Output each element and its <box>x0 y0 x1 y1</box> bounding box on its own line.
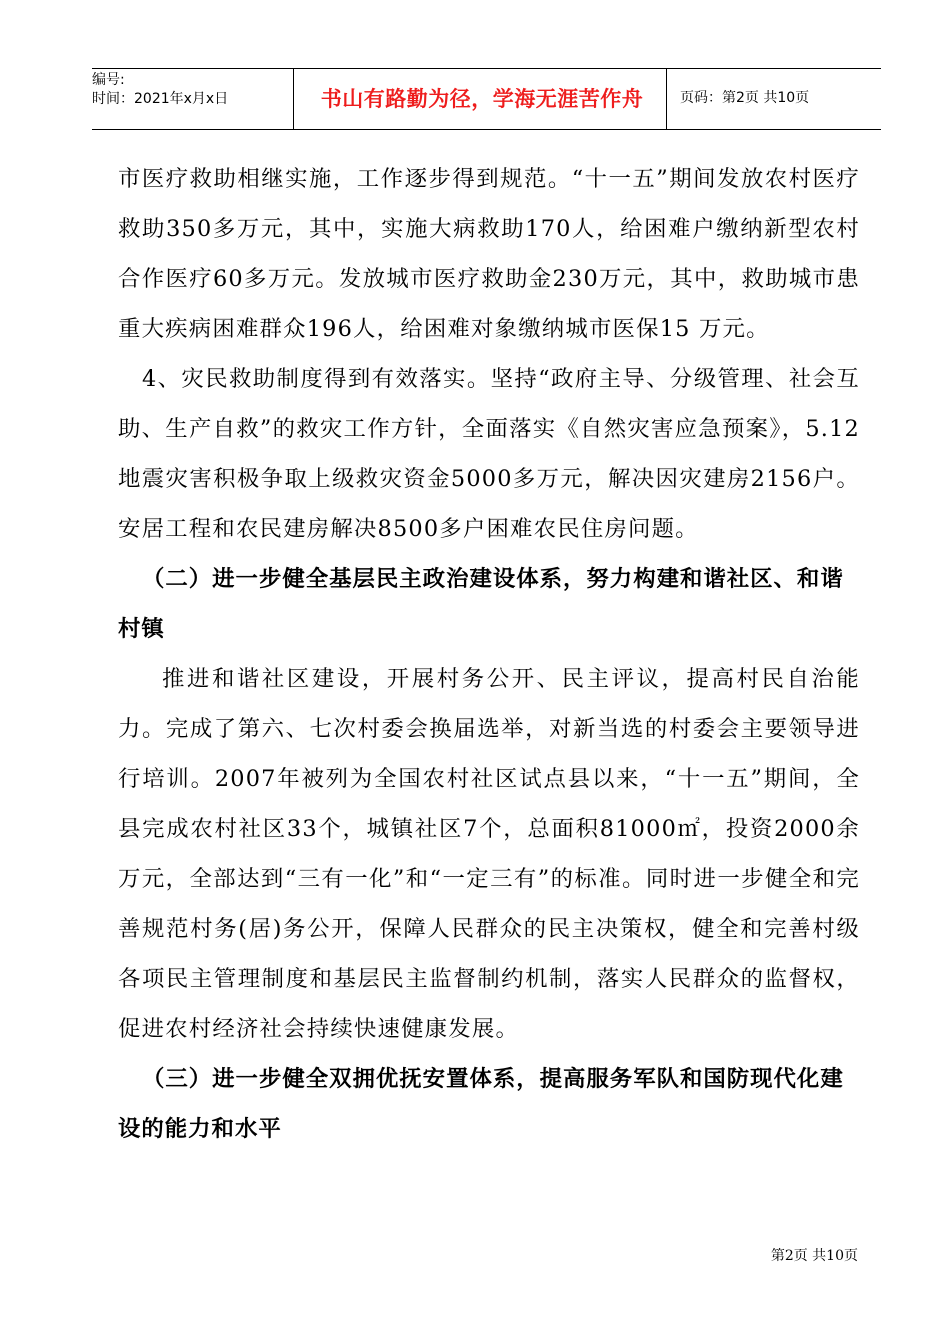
body-paragraph: 推进和谐社区建设，开展村务公开、民主评议，提高村民自治能力。完成了第六、七次村委会换届选举，对新当选的村委会主要领导进行培训。2007年被列为全国农村社区试点县以来，“十一五”期间，全县完成农村社区33个，城镇社区7个，总面积81000㎡，投资2000余万元，全部达到“三有一化”和“一定三有”的标准。同时进一步健全和完善规范村务(居)务公开，保障人民群众的民主决策权，健全和完善村级各项民主管理制度和基层民主监督制约机制，落实人民群众的监督权，促进农村经济社会持续快速健康发展。 <box>118 666 860 1042</box>
header-divider <box>666 69 667 129</box>
section-heading: （二）进一步健全基层民主政治建设体系，努力构建和谐社区、和谐村镇 <box>118 566 844 642</box>
page-footer: 第2页 共10页 <box>770 1248 858 1264</box>
document-body <box>118 154 860 1154</box>
body-paragraph: 4、灾民救助制度得到有效落实。坚持“政府主导、分级管理、社会互助、生产自救”的救灾工作方针，全面落实《自然灾害应急预案》，5.12地震灾害积极争取上级救灾资金5000多万元，解决因灾建房2156户。安居工程和农民建房解决8500多户困难农民住房问题。 <box>118 366 860 542</box>
header-motto: 书山有路勤为径，学海无涯苦作舟 <box>320 87 644 111</box>
page-header <box>92 68 881 130</box>
document-code-label: 编号: <box>92 72 125 88</box>
section-heading: （三）进一步健全双拥优抚安置体系，提高服务军队和国防现代化建设的能力和水平 <box>118 1066 844 1142</box>
document-time-label: 时间：2021年x月x日 <box>92 91 229 107</box>
header-divider <box>293 69 294 129</box>
header-page-label: 页码：第2页 共10页 <box>680 90 810 106</box>
body-paragraph: 市医疗救助相继实施，工作逐步得到规范。“十一五”期间发放农村医疗救助350多万元，其中，实施大病救助170人，给困难户缴纳新型农村合作医疗60多万元。发放城市医疗救助金230万元，其中，救助城市患重大疾病困难群众196人，给困难对象缴纳城市医保15 万元。 <box>118 166 860 342</box>
